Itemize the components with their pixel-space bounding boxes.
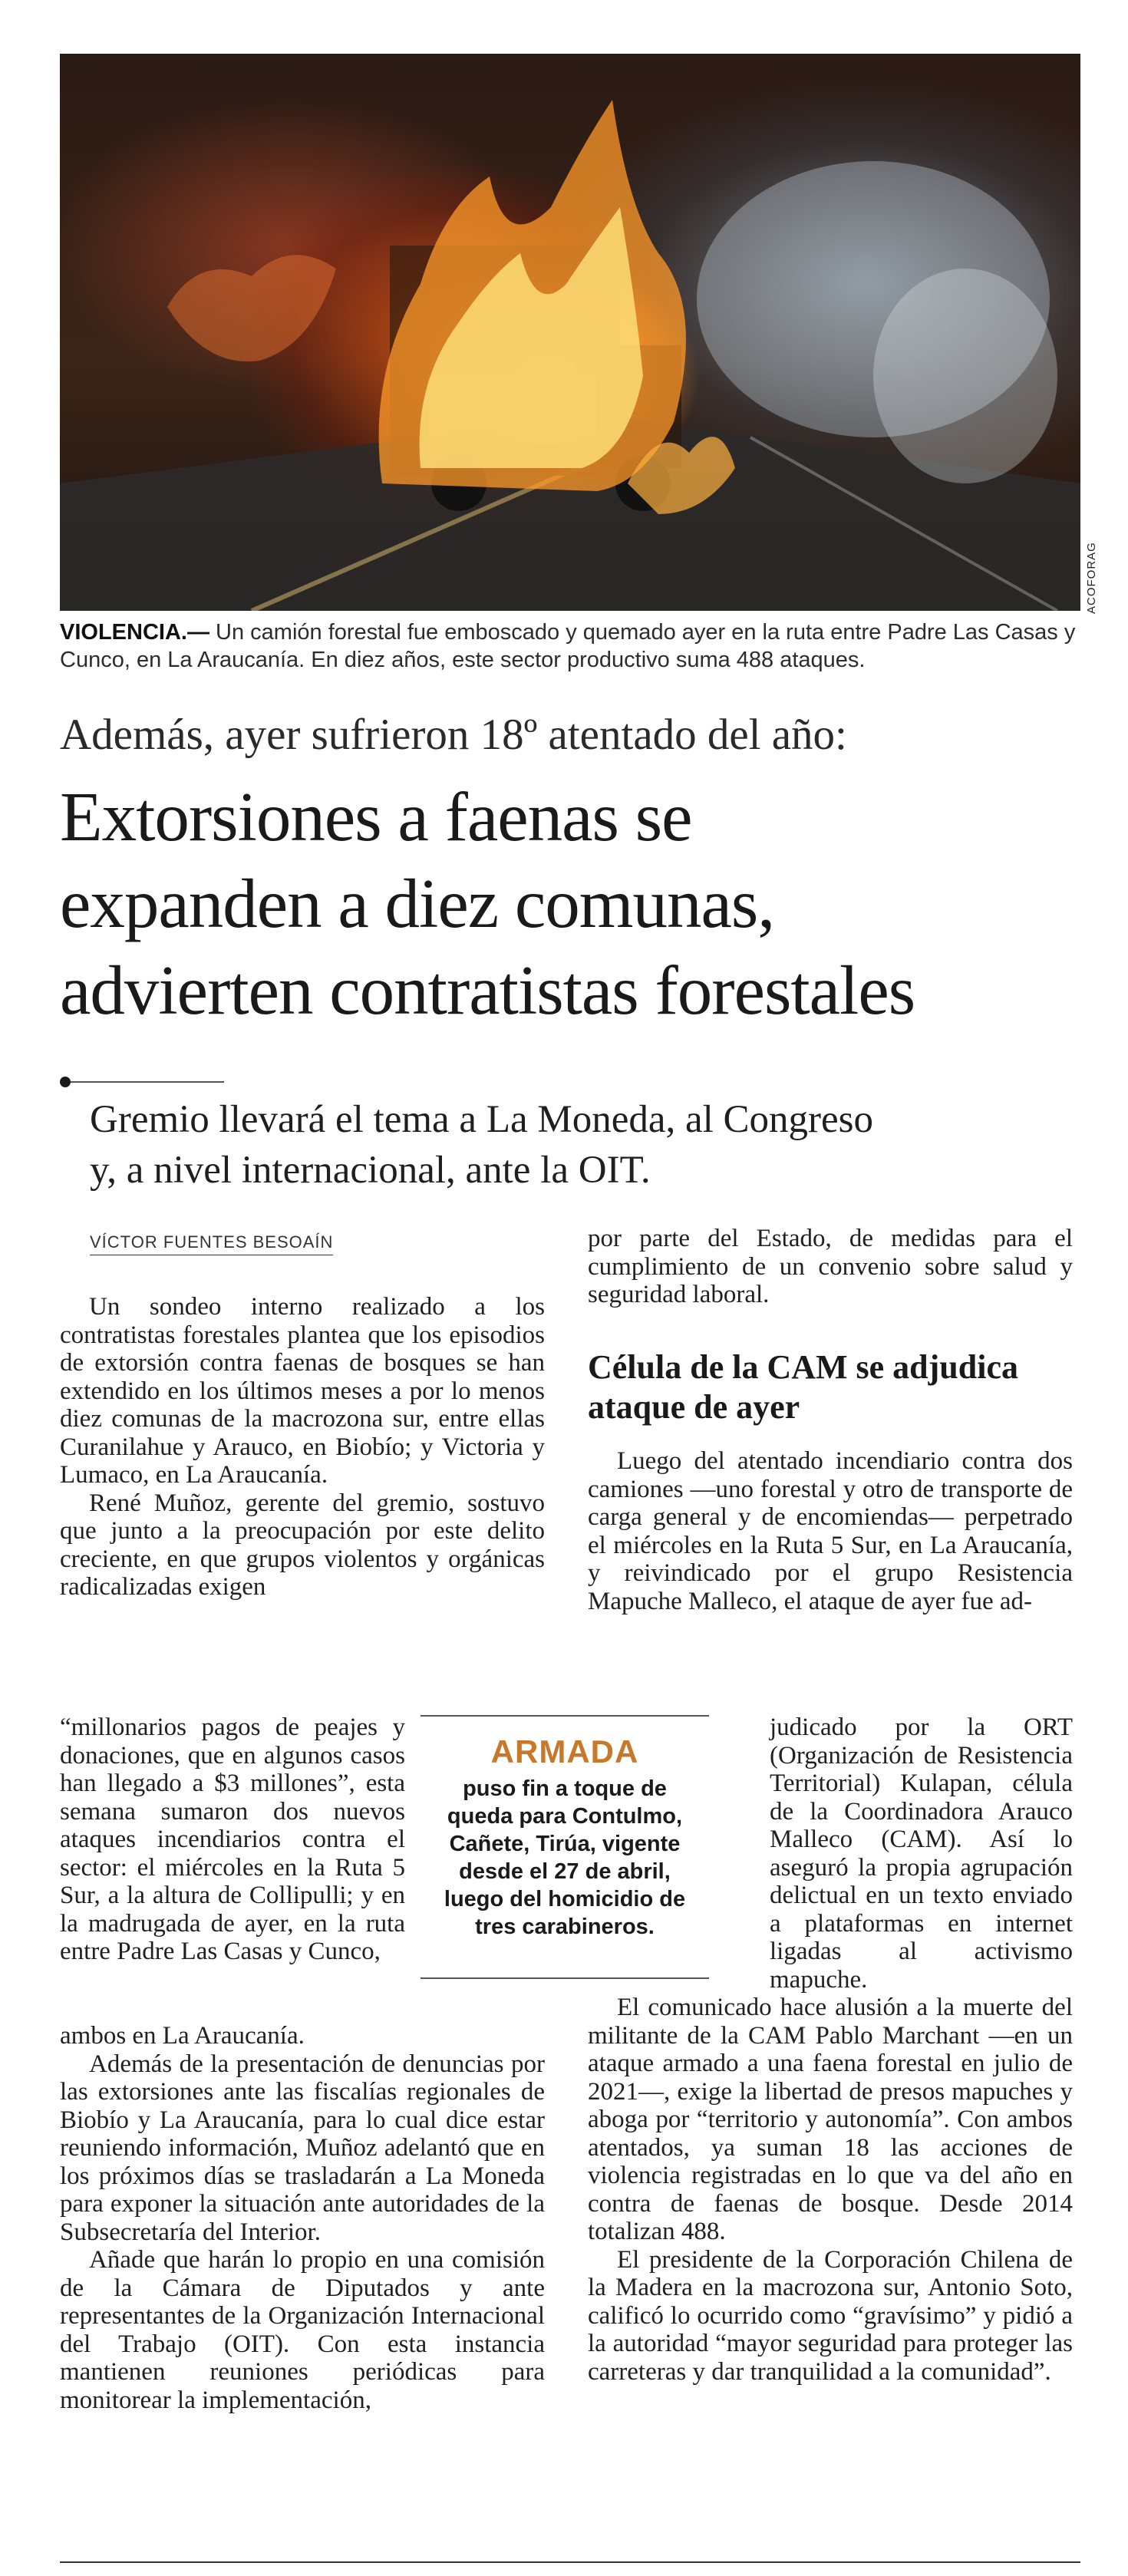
headline-line-1: Extorsiones a faenas se [60, 778, 692, 856]
headline [60, 773, 1103, 1034]
paragraph-5: por parte del Estado, de medidas para el cumplimiento de un convenio sobre salud y seguridad laboral. [588, 1225, 1073, 1308]
divider-line [71, 1081, 224, 1083]
column-2-bottom [588, 1994, 1073, 2386]
pull-quote-box [421, 1715, 709, 1979]
bottom-rule [60, 2561, 1080, 2563]
caption-lead: VIOLENCIA.— [60, 620, 209, 645]
paragraph-2c: ambos en La Araucanía. [60, 2022, 305, 2050]
kicker: Además, ayer sufrieron 18º atentado del año: [60, 711, 847, 759]
paragraph-2a: René Muñoz, gerente del gremio, sostuvo que junto a la preocupación por este delito creciente, en que grupos violentos y orgánicas radicalizadas exigen [60, 1489, 545, 1601]
paragraph-6a: Luego del atentado incendiario contra dos camiones —uno forestal y otro de transporte de carga general y de encomiendas— perpetrado el miércoles en la Ruta 5 Sur, en La Araucanía, y reivindicado por el grupo Resistencia Mapuche Malleco, el ataque de ayer fue ad- [588, 1447, 1073, 1615]
deck [90, 1094, 1095, 1196]
pull-quote-title: ARMADA [490, 1733, 639, 1770]
byline: VÍCTOR FUENTES BESOAÍN [90, 1232, 333, 1255]
photo-credit: ACOFORAG [1085, 542, 1098, 614]
burning-truck-photo [60, 54, 1080, 611]
deck-line-1: Gremio llevará el tema a La Moneda, al Congreso [90, 1098, 874, 1141]
photo-caption [60, 618, 1088, 674]
column-2-top [588, 1225, 1073, 1309]
divider-dot [60, 1077, 71, 1087]
paragraph-3: Además de la presentación de denuncias por las extorsiones ante las fiscalías regionales de Biobío y La Araucanía, para lo cual dice estar reuniendo información, Muñoz adelantó que en los próximos días se trasladarán a La Moneda para exponer la situación ante autoridades de la Subsecretaría del Interior. [60, 2050, 545, 2246]
caption-text: Un camión forestal fue emboscado y quemado ayer en la ruta entre Padre Las Casas y Cunco, en La Araucanía. En diez años, este sector productivo suma 488 ataques. [60, 620, 1076, 672]
paragraph-1: Un sondeo interno realizado a los contratistas forestales plantea que los episodios de extorsión contra faenas de bosques se han extendido en los últimos meses a por lo menos diez comunas de la macrozona sur, entre ellas Curanilahue y Arauco, en Biobío; y Victoria y Lumaco, en La Araucanía. [60, 1293, 545, 1489]
column-2-wrap [770, 1713, 1073, 1994]
column-1-top [60, 1293, 545, 1601]
headline-line-3: advierten contratistas forestales [60, 952, 915, 1029]
paragraph-8: El presidente de la Corporación Chilena de la Madera en la macrozona sur, Antonio Soto, calificó lo ocurrido como “gravísimo” y pidió a la autoridad “mayor seguridad para proteger las carreteras y dar tranquilidad a la comunidad”. [588, 2245, 1073, 2386]
column-2-mid [588, 1447, 1073, 1615]
paragraph-2b: “millonarios pagos de peajes y donaciones, que en algunos casos han llegado a $3 millones”, esta semana sumaron dos nuevos ataques incendiarios contra el sector: el miércoles en la Ruta 5 Sur, a la altura de Collipulli; y en la madrugada de ayer, en la ruta entre Padre Las Casas y Cunco, [60, 1713, 405, 1965]
pull-quote-body: puso fin a toque de queda para Contulmo, Cañete, Tirúa, vigente desde el 27 de abril, luego del homicidio de tres carabineros. [444, 1776, 686, 1939]
deck-line-2: y, a nivel internacional, ante la OIT. [90, 1149, 651, 1192]
headline-line-2: expanden a diez comunas, [60, 865, 775, 942]
paragraph-6b: judicado por la ORT (Organización de Resistencia Territorial) Kulapan, célula de la Coordinadora Arauco Malleco (CAM). Así lo aseguró la propia agrupación delictual en un texto enviado a plataformas en internet ligadas al activismo mapuche. [770, 1713, 1073, 1994]
photo-illustration [60, 54, 1080, 611]
paragraph-4: Añade que harán lo propio en una comisión de la Cámara de Diputados y ante representantes de la Organización Internacional del Trabajo (OIT). Con esta instancia mantienen reuniones periódicas para monitorear la implementación, [60, 2246, 545, 2414]
paragraph-7: El comunicado hace alusión a la muerte del militante de la CAM Pablo Marchant —en un ataque armado a una faena forestal en julio de 2021—, exige la libertad de presos mapuches y aboga por “territorio y autonomía”. Con ambos atentados, ya suman 18 las acciones de violencia registradas en lo que va del año en contra de faenas de bosque. Desde 2014 totalizan 488. [588, 1994, 1073, 2245]
column-1-bottom [60, 2022, 545, 2414]
subheading: Célula de la CAM se adjudica ataque de ayer [588, 1348, 1018, 1426]
column-1-wrap [60, 1713, 405, 1966]
